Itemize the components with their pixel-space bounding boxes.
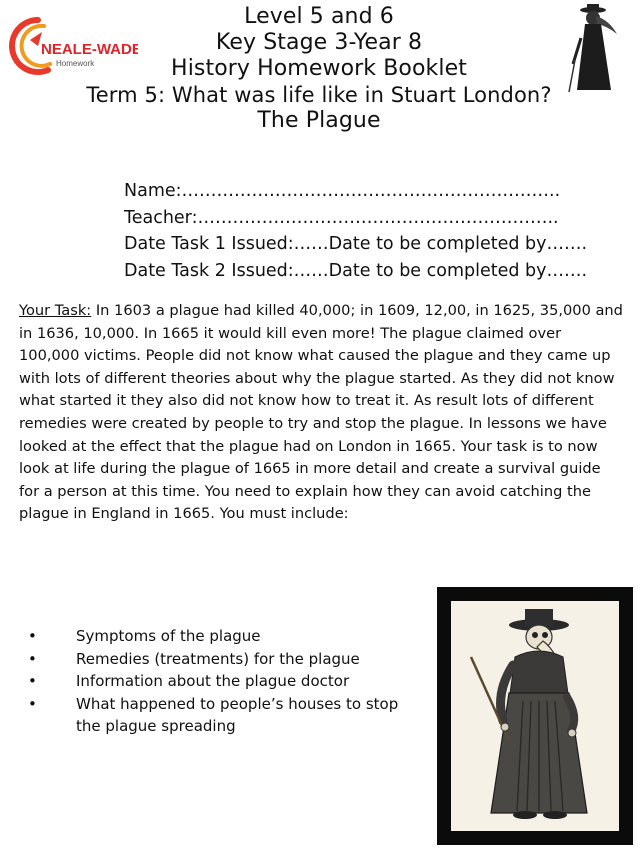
list-item-text: Information about the plague doctor xyxy=(76,672,350,690)
task-2-dates-field: Date Task 2 Issued:……Date to be completed by……. xyxy=(124,260,588,281)
student-fields xyxy=(124,178,594,284)
title-booklet: History Homework Booklet xyxy=(171,56,467,81)
requirements-list xyxy=(22,625,417,738)
list-item-text: Symptoms of the plague xyxy=(76,627,261,645)
list-item: • Symptoms of the plague xyxy=(28,627,261,645)
name-field: Name:……………………………………………………….. xyxy=(124,181,561,201)
plague-doctor-picture-frame xyxy=(437,587,633,845)
booklet-title xyxy=(0,4,638,134)
logo-subtext: Homework xyxy=(56,59,95,68)
list-item-text: Remedies (treatments) for the plague xyxy=(76,649,360,668)
task-text: In 1603 a plague had killed 40,000; in 1609, 12,00, in 1625, 35,000 and in 1636, 10,000. In 1665 it would kill even more! The plague claimed over 100,000 victims. People did not know what caused the plague and they came up with lots of different theories about why the plague started. As they did not know what started it they also did not know how to treat it. As result lots of different remedies were created by people to try and stop the plague. In lessons we have looked at the effect that the plague had on London in 1665. Your task is to now look at life during the plague of 1665 in more detail and create a survival guide for a person at this time. You need to explain how they can avoid catching the plague in England in 1665. You must include: xyxy=(19,302,623,523)
logo-text: NEALE-WADE xyxy=(41,41,138,58)
plague-doctor-illustration xyxy=(451,601,619,831)
title-key-stage: Key Stage 3-Year 8 xyxy=(215,30,423,55)
task-paragraph xyxy=(19,300,623,526)
list-item-text: What happened to people’s houses to stop the plague spreading xyxy=(76,694,399,735)
title-topic: The Plague xyxy=(257,108,381,133)
list-item: • Remedies (treatments) for the plague xyxy=(28,649,360,668)
title-term: Term 5: What was life like in Stuart London? xyxy=(86,83,552,107)
list-item: • Information about the plague doctor xyxy=(28,672,350,690)
title-level: Level 5 and 6 xyxy=(244,4,394,29)
list-item: • What happened to people’s houses to stop the plague spreading xyxy=(28,694,399,735)
task-1-dates-field: Date Task 1 Issued:……Date to be completed by……. xyxy=(124,234,588,254)
teacher-field: Teacher:…………………………………………………….. xyxy=(124,207,559,228)
task-label: Your Task: xyxy=(19,302,92,319)
